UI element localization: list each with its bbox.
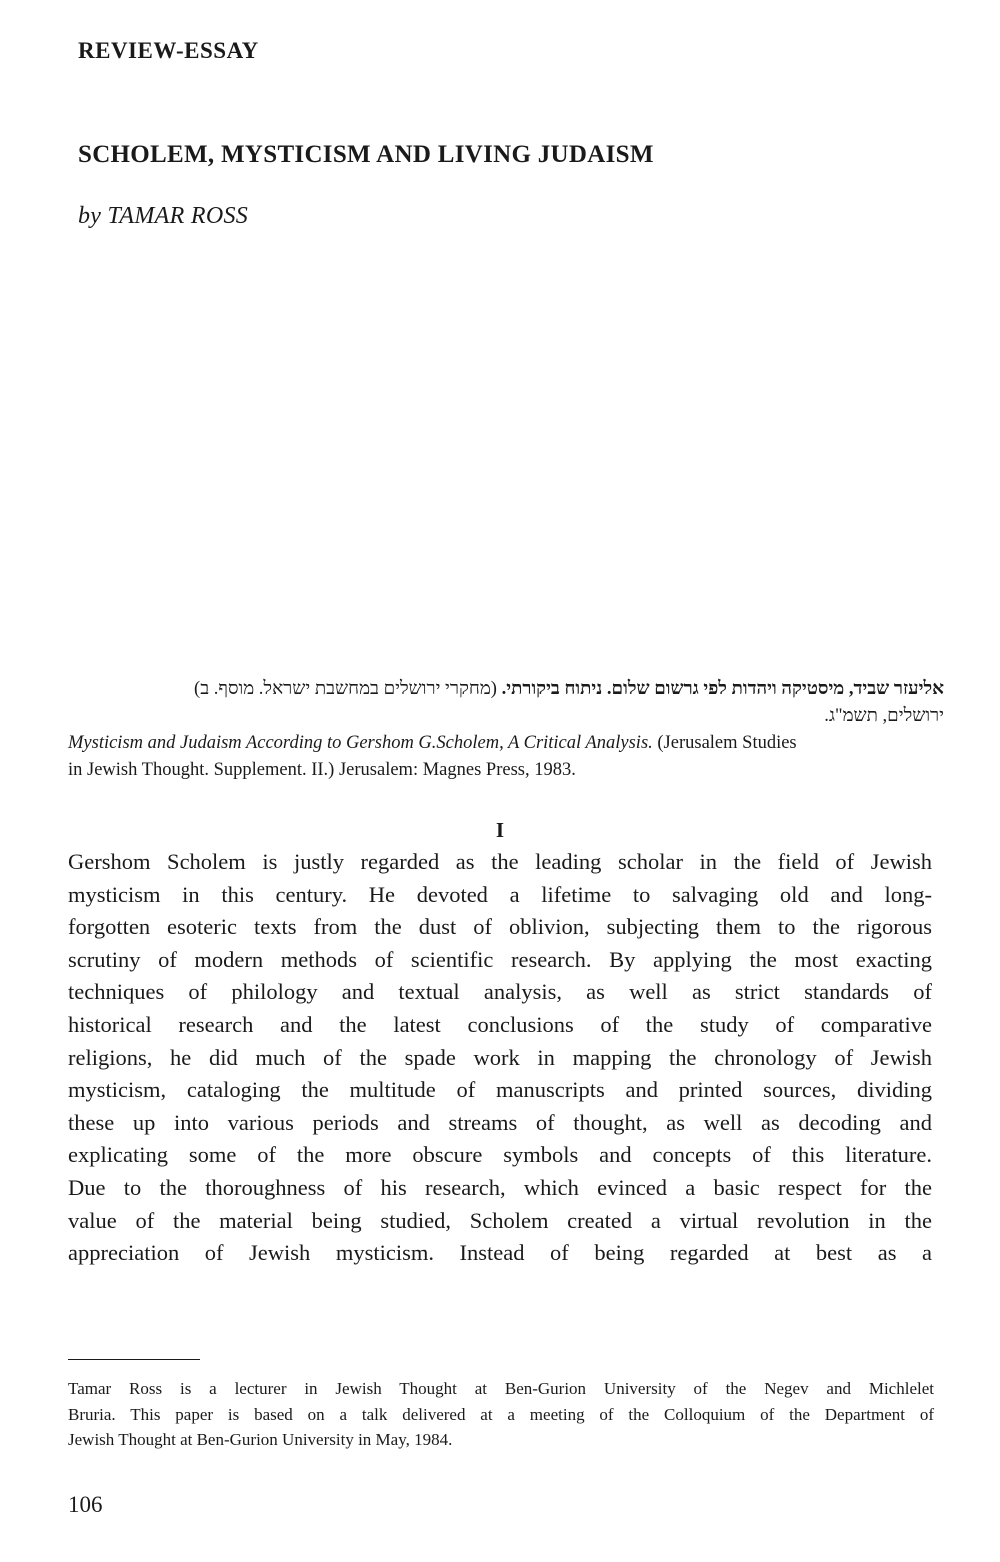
body-line: forgotten esoteric texts from the dust of oblivion, subjecting them to the rigorous [68,914,932,940]
body-line: scrutiny of modern methods of scientific research. By applying the most exacting [68,946,932,972]
body-line: appreciation of Jewish mysticism. Instead of being regarded at best as a [68,1240,932,1266]
footnote-line: Bruria. This paper is based on a talk delivered at a meeting of the Colloquium of the Department of [68,1404,934,1424]
hebrew-citation-line-2: ירושלים, תשמ"ג. [824,706,944,726]
body-line: historical research and the latest conclusions of the study of comparative [68,1011,932,1037]
body-paragraph [68,846,932,1270]
section-label: REVIEW-ESSAY [78,38,259,63]
body-line: religions, he did much of the spade work in mapping the chronology of Jewish [68,1044,932,1070]
article-title: SCHOLEM, MYSTICISM AND LIVING JUDAISM [78,141,654,168]
body-line: mysticism in this century. He devoted a lifetime to salvaging old and long- [68,881,932,907]
body-line: Gershom Scholem is justly regarded as the leading scholar in the field of Jewish [68,849,932,874]
section-heading: I [495,818,505,842]
body-line: value of the material being studied, Scholem created a virtual revolution in the [68,1207,932,1233]
body-line: explicating some of the more obscure symbols and concepts of this literature. [68,1142,932,1168]
body-line: these up into various periods and streams of thought, as well as decoding and [68,1109,932,1135]
body-line: techniques of philology and textual analysis, as well as strict standards of [68,979,932,1005]
body-line: Due to the thoroughness of his research, which evinced a basic respect for the [68,1174,932,1200]
author-byline: by TAMAR ROSS [78,203,249,229]
footnote-line: Jewish Thought at Ben-Gurion University in May, 1984. [68,1430,453,1449]
english-citation-title: Mysticism and Judaism According to Gershom G.Scholem, A Critical Analysis. [68,733,653,753]
english-citation [68,730,936,784]
footnote-line: Tamar Ross is a lecturer in Jewish Thought at Ben-Gurion University of the Negev and Michlelet [68,1379,934,1398]
english-citation-series: (Jerusalem Studies [652,733,797,753]
page-number: 106 [68,1492,103,1517]
body-line: mysticism, cataloging the multitude of manuscripts and printed sources, dividing [68,1077,932,1103]
author-footnote [68,1376,934,1453]
hebrew-citation-series: (מחקרי ירושלים במחשבת ישראל. מוסף. ב) [194,679,502,699]
hebrew-citation-line-1 [64,676,944,702]
english-citation-publisher: in Jewish Thought. Supplement. II.) Jerusalem: Magnes Press, 1983. [68,760,576,780]
footnote-divider [68,1359,200,1360]
hebrew-citation-title: אליעזר שביד, מיסטיקה ויהדות לפי גרשום שלום. ניתוח ביקורתי. [501,679,944,699]
